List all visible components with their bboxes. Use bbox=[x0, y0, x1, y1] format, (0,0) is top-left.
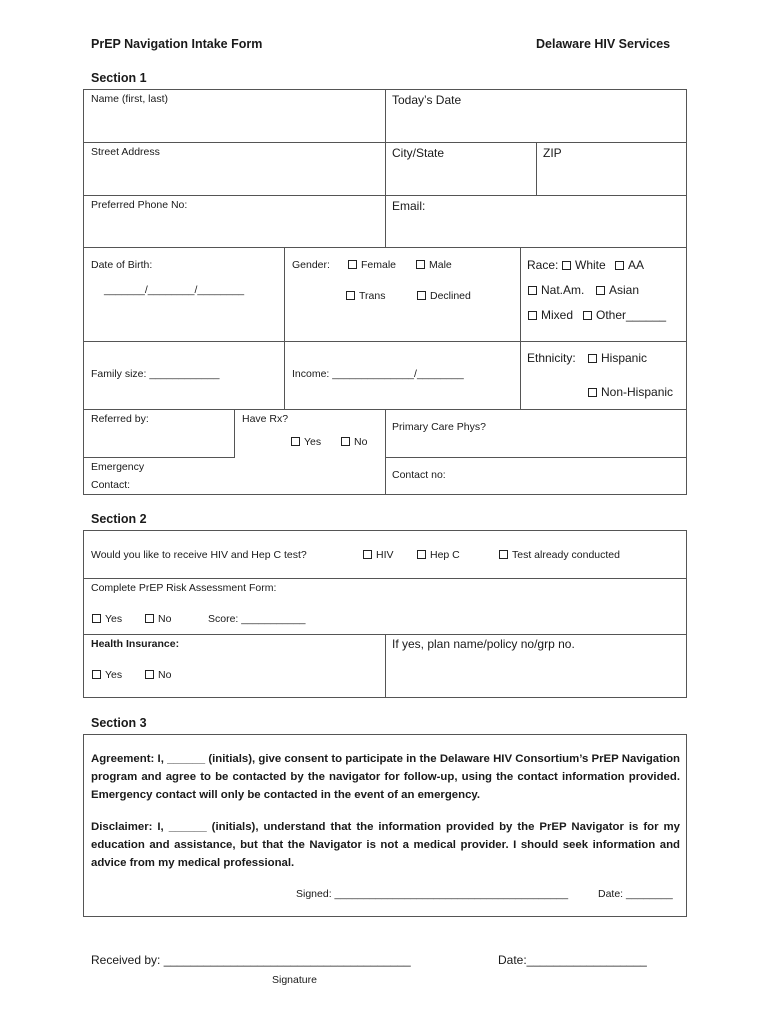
checkbox-icon bbox=[145, 670, 154, 679]
checkbox-icon bbox=[528, 286, 537, 295]
street-address-field[interactable]: Street Address bbox=[91, 146, 160, 158]
checkbox-icon bbox=[92, 670, 101, 679]
email-field[interactable]: Email: bbox=[392, 199, 426, 213]
have-rx-label: Have Rx? bbox=[242, 413, 289, 425]
risk-no-option[interactable]: No bbox=[145, 613, 171, 625]
checkbox-icon bbox=[588, 354, 597, 363]
dob-label: Date of Birth: bbox=[91, 259, 153, 271]
ethnicity-label: Ethnicity: bbox=[527, 351, 576, 365]
received-date-field[interactable]: Date:__________________ bbox=[498, 953, 647, 967]
gender-trans-option[interactable]: Trans bbox=[346, 290, 385, 302]
checkbox-icon bbox=[145, 614, 154, 623]
contact-no-field[interactable]: Contact no: bbox=[392, 469, 446, 481]
referred-by-field[interactable]: Referred by: bbox=[91, 413, 149, 425]
checkbox-icon bbox=[416, 260, 425, 269]
phone-field[interactable]: Preferred Phone No: bbox=[91, 199, 188, 211]
race-asian-option[interactable]: Asian bbox=[596, 283, 639, 297]
ethnicity-nonhispanic-option[interactable]: Non-Hispanic bbox=[588, 385, 673, 399]
race-natam-option[interactable]: Nat.Am. bbox=[528, 283, 584, 297]
gender-label: Gender: bbox=[292, 259, 330, 271]
checkbox-icon bbox=[499, 550, 508, 559]
zip-field[interactable]: ZIP bbox=[543, 146, 562, 160]
section-3-heading: Section 3 bbox=[91, 716, 147, 730]
checkbox-icon bbox=[528, 311, 537, 320]
rx-yes-option[interactable]: Yes bbox=[291, 436, 321, 448]
checkbox-icon bbox=[583, 311, 592, 320]
name-field[interactable]: Name (first, last) bbox=[91, 93, 169, 105]
score-field[interactable]: Score: ___________ bbox=[208, 613, 306, 625]
checkbox-icon bbox=[341, 437, 350, 446]
checkbox-icon bbox=[596, 286, 605, 295]
checkbox-icon bbox=[291, 437, 300, 446]
health-insurance-label: Health Insurance: bbox=[91, 638, 180, 650]
form-title: PrEP Navigation Intake Form bbox=[91, 37, 263, 51]
checkbox-icon bbox=[92, 614, 101, 623]
agreement-text: Agreement: I, ______ (initials), give consent to participate in the Delaware HIV Consortium’s PrEP Navigation program and agree to be contacted by the navigator for follow-up, using the contact information provided. Emergency contact will only be contacted in the event of an emergency. bbox=[91, 753, 680, 801]
emergency-label-line1: Emergency bbox=[91, 461, 145, 473]
test-question: Would you like to receive HIV and Hep C test? bbox=[91, 549, 307, 561]
test-hiv-option[interactable]: HIV bbox=[363, 549, 394, 561]
disclaimer-text: Disclaimer: I, ______ (initials), understand that the information provided by the PrEP Navigator is for my education and assistance, but that the Navigator is not a medical provider. I should seek information and advice from my medical professional. bbox=[91, 821, 680, 869]
checkbox-icon bbox=[417, 550, 426, 559]
checkbox-icon bbox=[615, 261, 624, 270]
rx-no-option[interactable]: No bbox=[341, 436, 367, 448]
race-white-option[interactable]: White bbox=[562, 258, 606, 272]
insurance-yes-option[interactable]: Yes bbox=[92, 669, 122, 681]
todays-date-field[interactable]: Today’s Date bbox=[392, 93, 462, 107]
test-hepc-option[interactable]: Hep C bbox=[417, 549, 460, 561]
dob-field[interactable]: _______/________/________ bbox=[104, 284, 245, 296]
checkbox-icon bbox=[562, 261, 571, 270]
checkbox-icon bbox=[417, 291, 426, 300]
income-field[interactable]: Income: ______________/________ bbox=[292, 368, 464, 380]
race-aa-option[interactable]: AA bbox=[615, 258, 644, 272]
checkbox-icon bbox=[363, 550, 372, 559]
received-by-field[interactable]: Received by: _____________________________________ bbox=[91, 953, 411, 967]
family-size-field[interactable]: Family size: ____________ bbox=[91, 368, 220, 380]
emergency-contact-field[interactable]: Contact: bbox=[91, 479, 131, 491]
city-state-field[interactable]: City/State bbox=[392, 146, 445, 160]
checkbox-icon bbox=[348, 260, 357, 269]
test-conducted-option[interactable]: Test already conducted bbox=[499, 549, 620, 561]
gender-male-option[interactable]: Male bbox=[416, 259, 452, 271]
organization-name: Delaware HIV Services bbox=[536, 37, 671, 51]
race-mixed-option[interactable]: Mixed bbox=[528, 308, 573, 322]
section-2-heading: Section 2 bbox=[91, 512, 147, 526]
gender-female-option[interactable]: Female bbox=[348, 259, 396, 271]
risk-assessment-label: Complete PrEP Risk Assessment Form: bbox=[91, 582, 277, 594]
gender-declined-option[interactable]: Declined bbox=[417, 290, 471, 302]
risk-yes-option[interactable]: Yes bbox=[92, 613, 122, 625]
plan-name-field[interactable]: If yes, plan name/policy no/grp no. bbox=[392, 637, 575, 651]
checkbox-icon bbox=[346, 291, 355, 300]
primary-care-field[interactable]: Primary Care Phys? bbox=[392, 421, 486, 433]
section-1-heading: Section 1 bbox=[91, 71, 147, 85]
signed-field[interactable]: Signed: ________________________________________ bbox=[296, 888, 569, 900]
race-label: Race: bbox=[527, 258, 559, 272]
signature-caption: Signature bbox=[272, 974, 317, 986]
ethnicity-hispanic-option[interactable]: Hispanic bbox=[588, 351, 647, 365]
signed-date-field[interactable]: Date: ________ bbox=[598, 888, 673, 900]
insurance-no-option[interactable]: No bbox=[145, 669, 171, 681]
race-other-option[interactable]: Other______ bbox=[583, 308, 666, 322]
checkbox-icon bbox=[588, 388, 597, 397]
